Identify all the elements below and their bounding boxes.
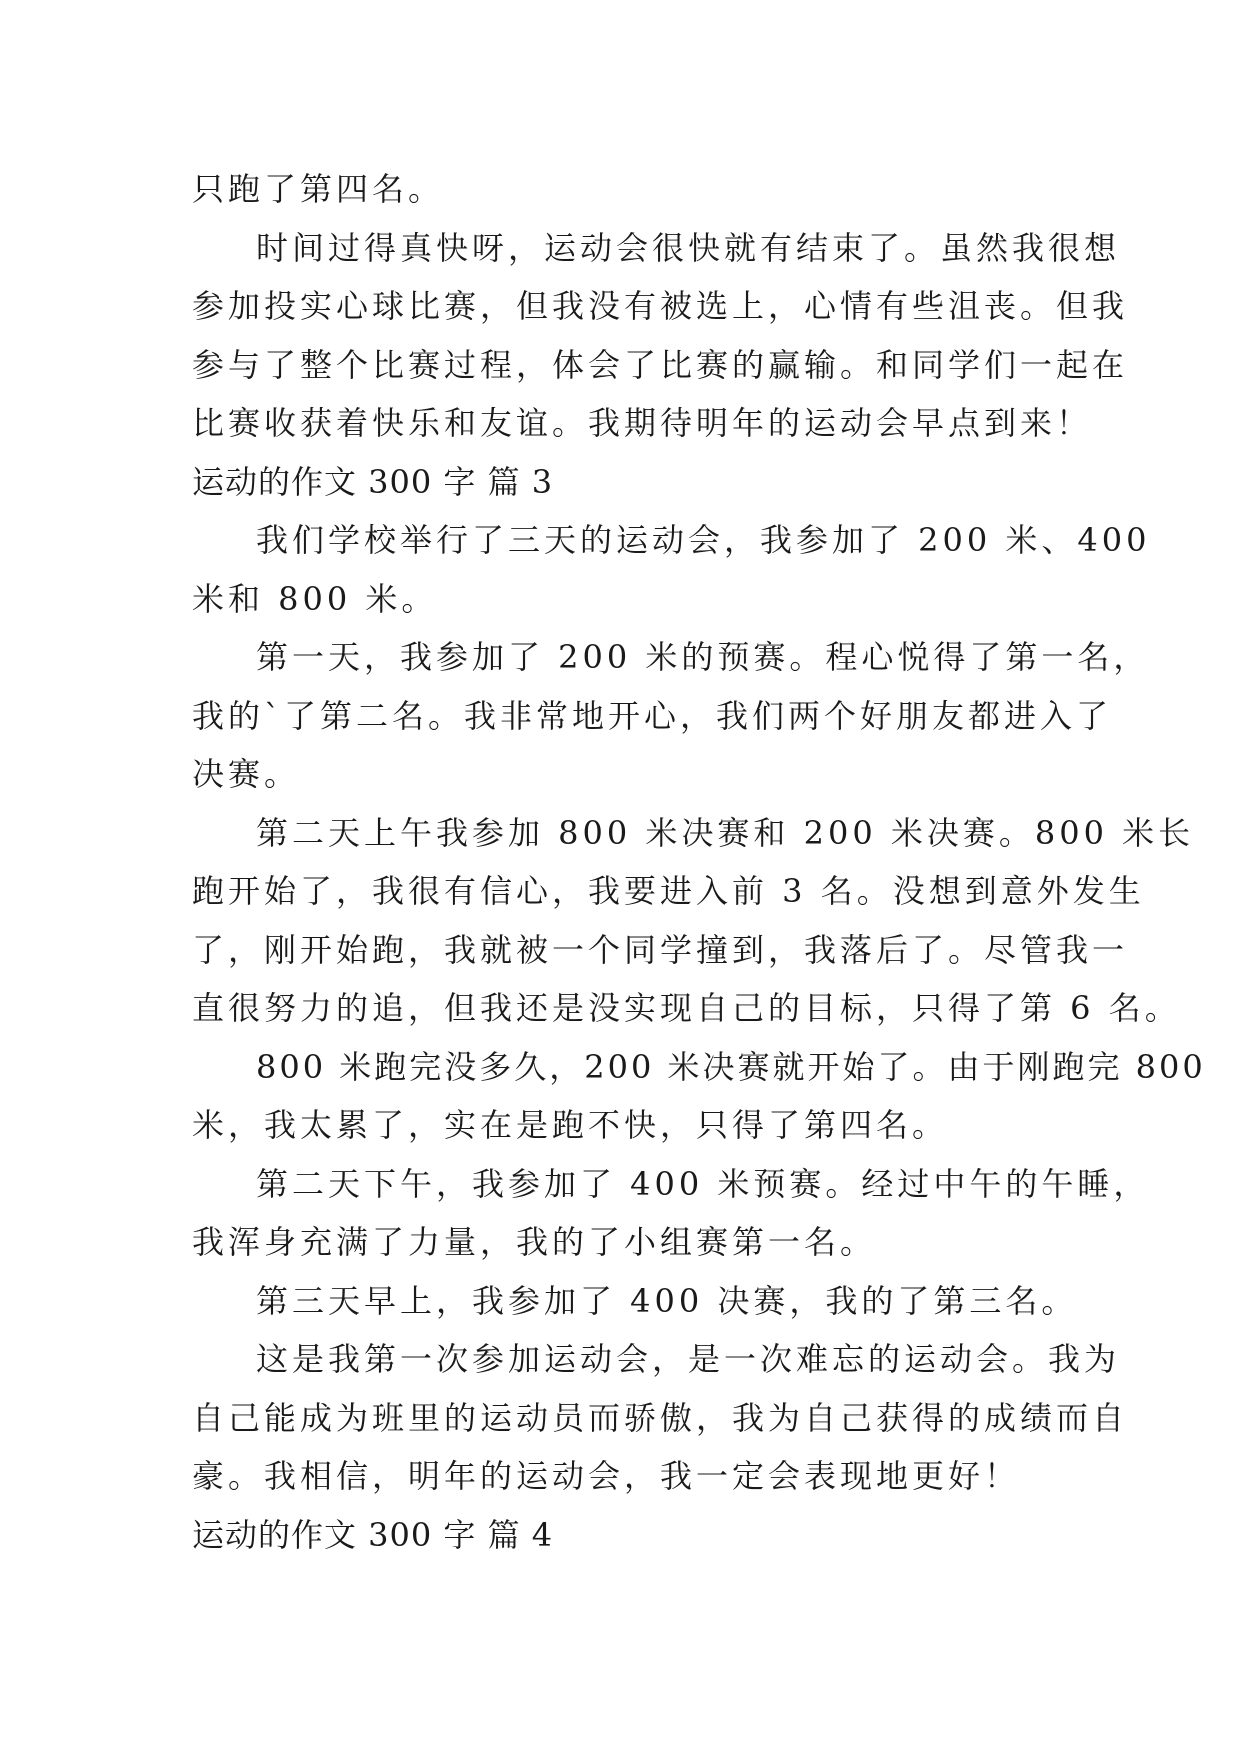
text-line: 我浑身充满了力量，我的了小组赛第一名。 [192,1223,877,1261]
text-line: 决赛。 [192,755,301,793]
text-line: 跑开始了，我很有信心，我要进入前 3 名。没想到意外发生 [192,872,1145,910]
section-heading: 运动的作文 300 字 篇 4 [192,1515,554,1554]
text-line: 豪。我相信，明年的运动会，我一定会表现地更好！ [192,1457,1021,1495]
text-line: 第二天上午我参加 800 米决赛和 200 米决赛。800 米长 [256,813,1195,852]
text-line: 米，我太累了，实在是跑不快，只得了第四名。 [192,1106,949,1144]
document-page [192,160,1206,1564]
text-line: 我的`了第二名。我非常地开心，我们两个好朋友都进入了 [192,696,1113,735]
text-line: 800 米跑完没多久，200 米决赛就开始了。由于刚跑完 800 [256,1047,1206,1086]
section-heading: 运动的作文 300 字 篇 3 [192,462,554,501]
text-line: 第三天早上，我参加了 400 决赛，我的了第三名。 [256,1281,1078,1320]
text-line: 只跑了第四名。 [192,170,445,208]
text-line: 第一天，我参加了 200 米的预赛。程心悦得了第一名， [256,638,1150,676]
text-line: 比赛收获着快乐和友谊。我期待明年的运动会早点到来！ [192,404,1093,442]
text-line: 参与了整个比赛过程，体会了比赛的赢输。和同学们一起在 [192,345,1129,384]
text-line: 米和 800 米。 [192,579,438,618]
text-line: 时间过得真快呀，运动会很快就有结束了。虽然我很想 [256,228,1121,267]
text-line: 自己能成为班里的运动员而骄傲，我为自己获得的成绩而自 [192,1398,1129,1437]
text-line: 参加投实心球比赛，但我没有被选上，心情有些沮丧。但我 [192,287,1129,325]
text-line: 这是我第一次参加运动会，是一次难忘的运动会。我为 [256,1340,1121,1378]
text-line: 我们学校举行了三天的运动会，我参加了 200 米、400 [256,521,1151,559]
text-line: 直很努力的追，但我还是没实现自己的目标，只得了第 6 名。 [192,989,1181,1027]
text-line: 第二天下午，我参加了 400 米预赛。经过中午的午睡， [256,1164,1150,1203]
text-line: 了，刚开始跑，我就被一个同学撞到，我落后了。尽管我一 [192,930,1129,969]
